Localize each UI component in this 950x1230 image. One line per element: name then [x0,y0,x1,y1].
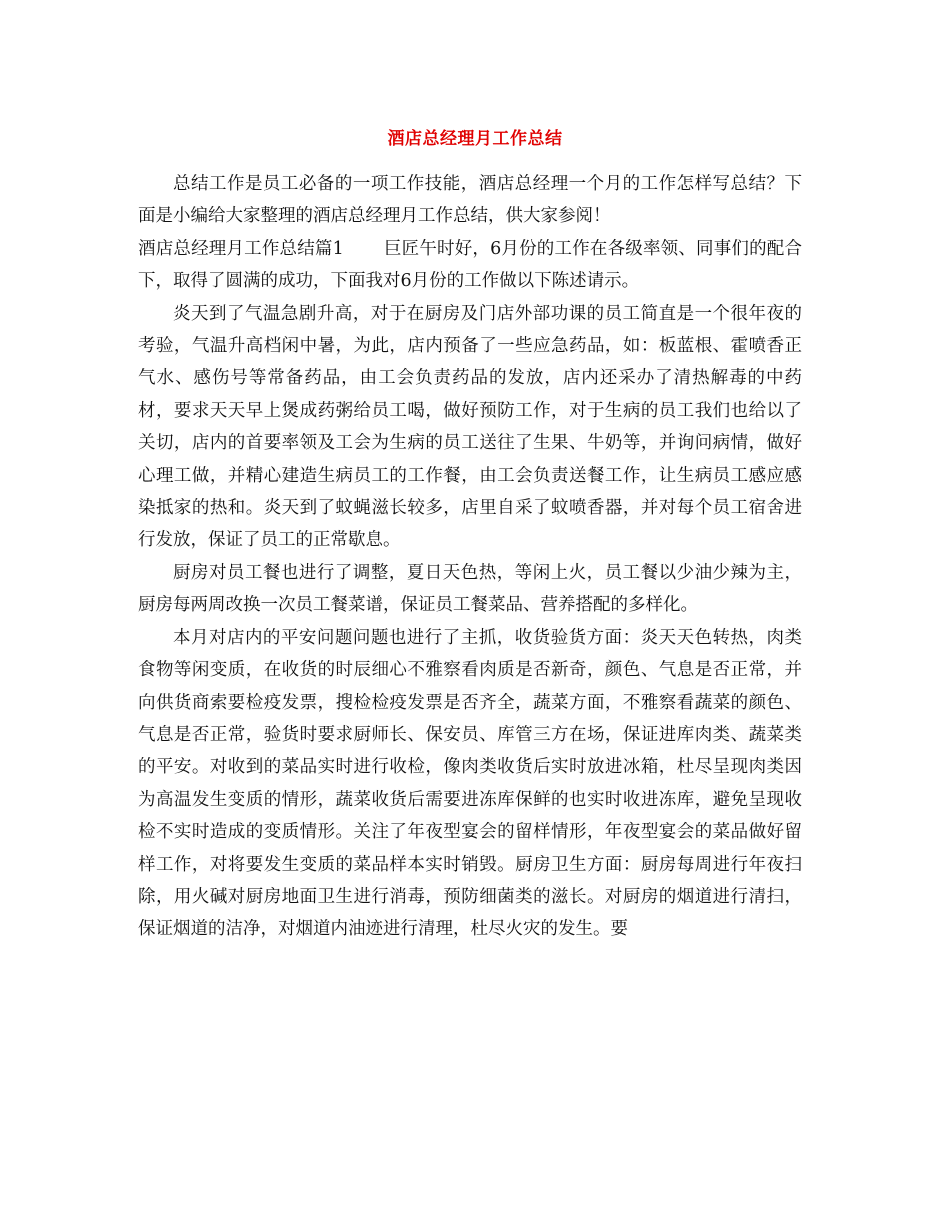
body-paragraph-3: 本月对店内的平安问题问题也进行了主抓，收货验货方面：炎天天色转热，肉类食物等闲变质，在收货的时辰细心不雅察看肉质是否新奇，颜色、气息是否正常，并向供货商索要检疫发票，搜检检疫发票是否齐全，蔬菜方面，不雅察看蔬菜的颜色、气息是否正常，验货时要求厨师长、保安员、库管三方在场，保证进库肉类、蔬菜类的平安。对收到的菜品实时进行收检，像肉类收货后实时放进冰箱，杜尽呈现肉类因为高温发生变质的情形，蔬菜收货后需要进冻库保鲜的也实时收进冻库，避免呈现收检不实时造成的变质情形。关注了年夜型宴会的留样情形，年夜型宴会的菜品做好留样工作，对将要发生变质的菜品样本实时销毁。厨房卫生方面：厨房每周进行年夜扫除，用火碱对厨房地面卫生进行消毒，预防细菌类的滋长。对厨房的烟道进行清扫，保证烟道的洁净，对烟道内油迹进行清理，杜尽火灾的发生。要 [138,627,802,940]
section-lead: 巨匠午时好，6月份的工作在各级率领、同事们的配合下，取得了圆满的成功，下面我对6月份的工作做以下陈述请示。 [138,238,802,292]
intro-paragraph: 总结工作是员工必备的一项工作技能，酒店总经理一个月的工作怎样写总结？下面是小编给大家整理的酒店总经理月工作总结，供大家参阅！ [138,174,802,227]
body-paragraph-2: 厨房对员工餐也进行了调整，夏日天色热，等闲上火，员工餐以少油少辣为主，厨房每两周改换一次员工餐菜谱，保证员工餐菜品、营养搭配的多样化。 [138,562,802,616]
document-body [138,168,802,946]
body-paragraph-1: 炎天到了气温急剧升高，对于在厨房及门店外部功课的员工简直是一个很年夜的考验，气温升高档闲中暑，为此，店内预备了一些应急药品，如：板蓝根、霍喷香正气水、感伤号等常备药品，由工会负责药品的发放，店内还采办了清热解毒的中药材，要求天天早上煲成药粥给员工喝，做好预防工作，对于生病的员工我们也给以了关切，店内的首要率领及工会为生病的员工送往了生果、牛奶等，并询问病情，做好心理工做，并精心建造生病员工的工作餐，由工会负责送餐工作，让生病员工感应感染抵家的热和。炎天到了蚊蝇滋长较多，店里自采了蚊喷香器，并对每个员工宿舍进行发放，保证了员工的正常歇息。 [138,303,802,551]
section-paragraph [138,233,802,298]
document-title: 酒店总经理月工作总结 [387,129,563,149]
section-heading: 酒店总经理月工作总结篇1 [138,238,344,259]
